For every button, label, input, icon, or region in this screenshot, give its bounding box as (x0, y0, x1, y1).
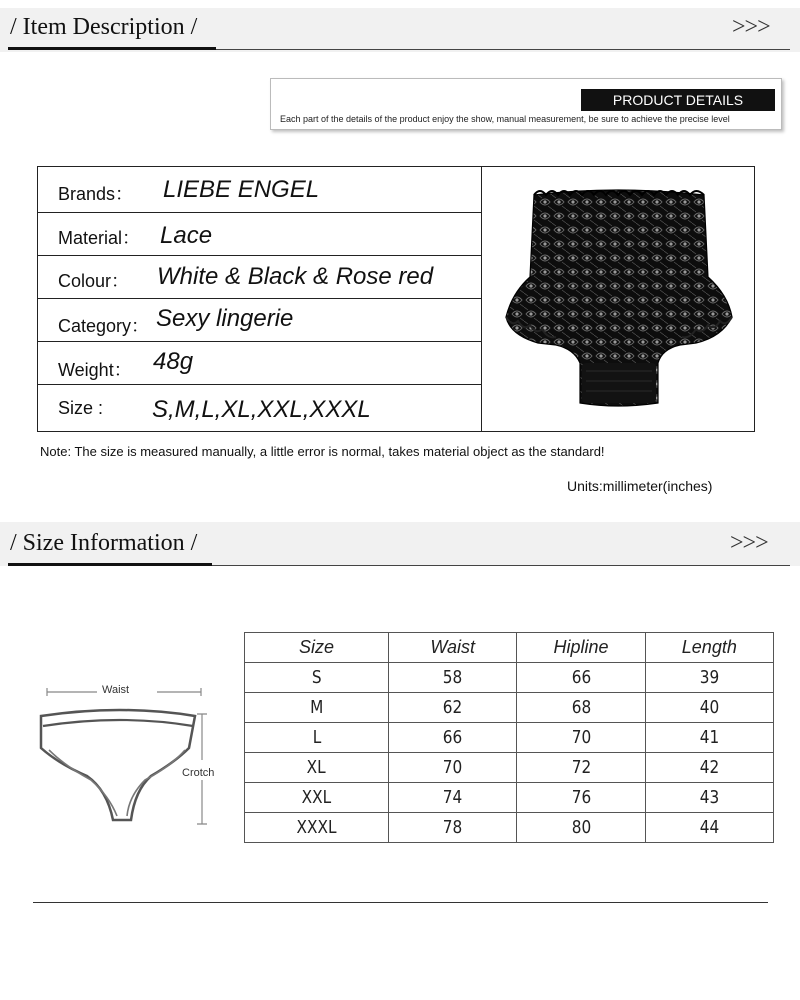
table-cell (245, 663, 389, 693)
table-cell (517, 813, 645, 843)
table-cell (389, 753, 517, 783)
spec-value: White & Black & Rose red (157, 263, 434, 290)
cell-text: XXXL (296, 817, 337, 838)
table-cell (645, 663, 773, 693)
cell-text: 70 (571, 727, 591, 748)
spec-row (38, 213, 481, 256)
table-cell (389, 813, 517, 843)
waist-label: Waist (102, 684, 130, 696)
table-row (245, 693, 774, 723)
table-cell (645, 783, 773, 813)
spec-row (38, 342, 481, 385)
units-label: Units:millimeter(inches) (567, 478, 713, 494)
table-cell (389, 693, 517, 723)
table-cell (245, 723, 389, 753)
table-cell (245, 693, 389, 723)
cell-text: 42 (699, 757, 720, 778)
spec-key: Size : (58, 398, 104, 418)
cell-text: M (309, 697, 324, 718)
table-cell (517, 723, 645, 753)
cell-text: 41 (699, 727, 720, 748)
cell-text: 74 (442, 787, 463, 808)
cell-text: 62 (442, 697, 463, 718)
cell-text: 66 (571, 667, 591, 688)
table-cell (517, 663, 645, 693)
item-section-arrows: >>> (732, 14, 770, 40)
size-section-arrows: >>> (730, 530, 768, 556)
cell-text: 78 (442, 817, 463, 838)
cell-text: 80 (571, 817, 591, 838)
column-header: Length (645, 633, 773, 663)
table-cell (517, 693, 645, 723)
bottom-divider (33, 902, 768, 903)
spec-key: Material： (58, 228, 141, 248)
spec-key: Brands： (58, 184, 134, 204)
table-row (245, 783, 774, 813)
table-row (245, 813, 774, 843)
measurement-diagram (25, 680, 225, 830)
cell-text: 43 (699, 787, 720, 808)
table-cell (645, 813, 773, 843)
table-cell (389, 783, 517, 813)
cell-text: XL (307, 757, 327, 778)
table-cell (645, 693, 773, 723)
spec-value: Sexy lingerie (156, 305, 294, 332)
cell-text: 44 (699, 817, 720, 838)
panties-outline-icon (25, 680, 225, 830)
product-photo (482, 167, 754, 431)
spec-table (37, 166, 755, 432)
table-row (245, 663, 774, 693)
cell-text: 68 (571, 697, 591, 718)
cell-text: 58 (442, 667, 463, 688)
cell-text: 72 (571, 757, 591, 778)
table-cell (517, 753, 645, 783)
product-details-subtitle: Each part of the details of the product enjoy the show, manual measurement, be sure to achieve the precise level (280, 114, 730, 124)
table-cell (389, 723, 517, 753)
table-cell (517, 783, 645, 813)
column-header: Hipline (517, 633, 645, 663)
cell-text: 66 (442, 727, 463, 748)
size-section-rule-accent (8, 563, 212, 566)
table-cell (245, 753, 389, 783)
cell-text: S (311, 667, 322, 688)
spec-value: Lace (160, 222, 213, 249)
size-note: Note: The size is measured manually, a little error is normal, takes material object as the standard! (40, 444, 605, 459)
cell-text: 76 (571, 787, 591, 808)
spec-row (38, 167, 481, 213)
cell-text: 70 (442, 757, 463, 778)
spec-value: S,M,L,XL,XXL,XXXL (152, 396, 371, 423)
table-cell (245, 783, 389, 813)
lace-panties-image (482, 167, 754, 431)
cell-text: L (312, 727, 321, 748)
spec-value: 48g (153, 348, 194, 375)
cell-text: 39 (699, 667, 720, 688)
product-details-banner (270, 78, 782, 130)
table-cell (645, 723, 773, 753)
spec-key: Category： (58, 316, 150, 336)
size-chart-header-row (245, 633, 774, 663)
spec-key: Weight： (58, 360, 132, 380)
spec-value: LIEBE ENGEL (163, 176, 320, 203)
table-cell (645, 753, 773, 783)
product-details-label: PRODUCT DETAILS (581, 89, 775, 111)
table-cell (389, 663, 517, 693)
cell-text: XXL (301, 787, 332, 808)
column-header: Waist (389, 633, 517, 663)
spec-row (38, 385, 481, 431)
size-chart-table (244, 632, 774, 843)
item-section-rule-accent (8, 47, 216, 50)
crotch-label: Crotch (182, 767, 215, 779)
cell-text: 40 (699, 697, 720, 718)
item-section-title: / Item Description / (10, 14, 198, 40)
table-row (245, 753, 774, 783)
table-row (245, 723, 774, 753)
column-header: Size (245, 633, 389, 663)
spec-row (38, 299, 481, 342)
table-cell (245, 813, 389, 843)
spec-row (38, 256, 481, 299)
spec-key: Colour： (58, 271, 130, 291)
size-section-title: / Size Information / (10, 530, 198, 556)
